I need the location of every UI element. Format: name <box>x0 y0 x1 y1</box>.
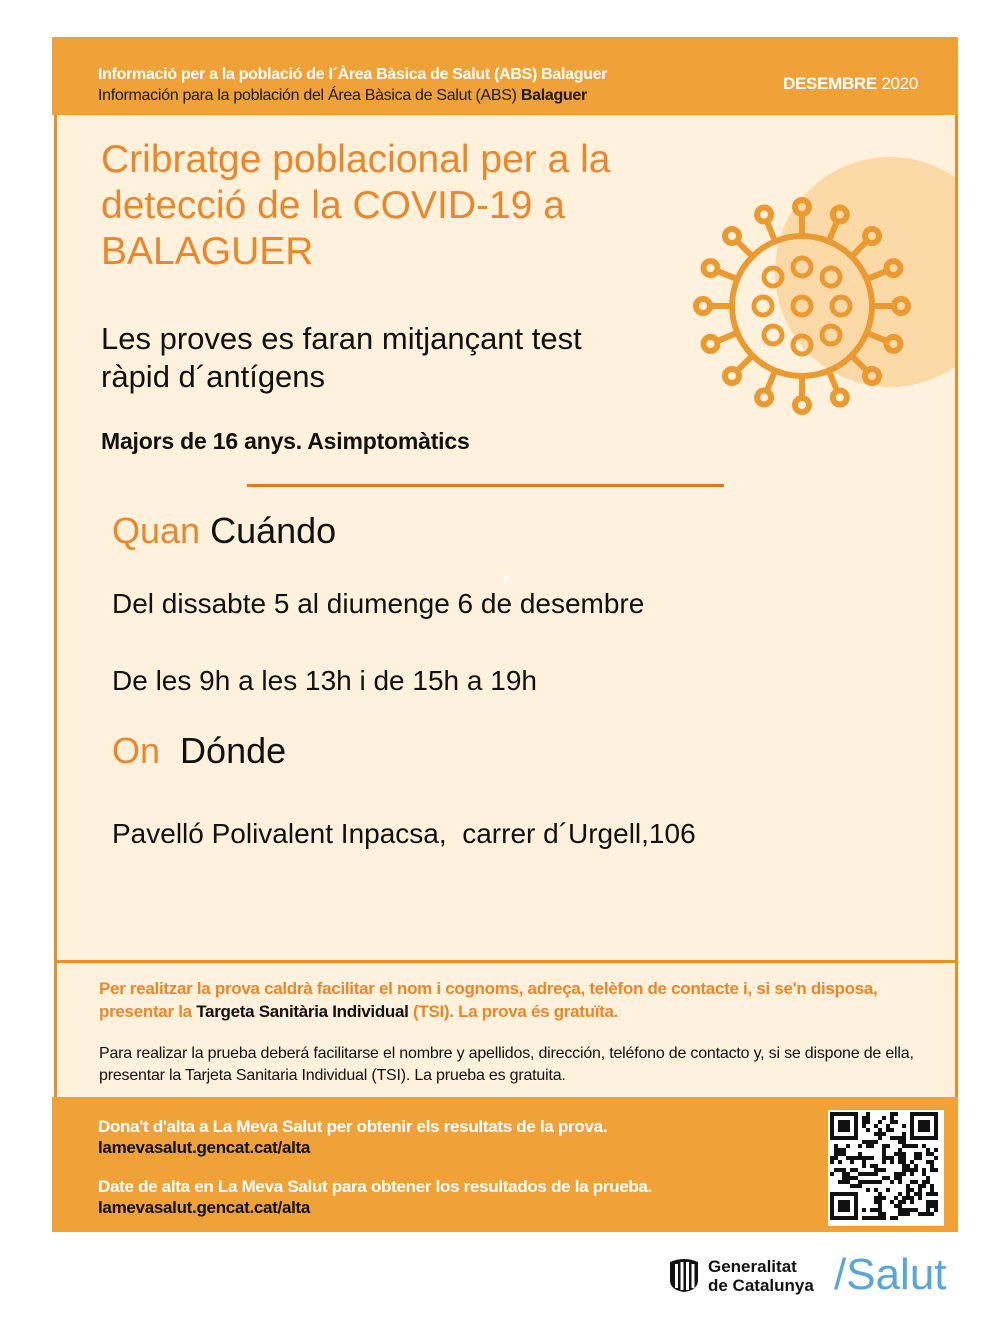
header-line-ca: Informació per a la població de l´Àrea Bàsica de Salut (ABS) Balaguer <box>98 66 608 83</box>
page-title <box>101 137 701 275</box>
hours-text: De les 9h a les 13h i de 15h a 19h <box>112 665 537 696</box>
generalitat-emblem-icon <box>668 1258 700 1292</box>
info-panel <box>54 960 958 1100</box>
title-line-3: BALAGUER <box>101 230 314 273</box>
location-text <box>112 818 696 850</box>
info-ca-part2: (TSI). La prova és gratuïta. <box>413 1002 619 1021</box>
signup-text-ca: Dona't d'alta a La Meva Salut per obtenir els resultats de la prova. <box>98 1117 608 1136</box>
qr-code-icon[interactable] <box>828 1110 944 1226</box>
poster <box>52 37 958 1232</box>
header-date <box>783 74 918 94</box>
header-date-month: DESEMBRE <box>782 74 877 93</box>
signup-text-es: Date de alta en La Meva Salut para obtener los resultados de la prueba. <box>98 1177 653 1196</box>
generalitat-line-2: de Catalunya <box>708 1276 814 1295</box>
divider <box>247 484 724 487</box>
subtitle <box>101 320 701 396</box>
venue-name: Pavelló Polivalent Inpacsa, <box>112 818 447 849</box>
when-heading-es: Cuándo <box>210 510 337 551</box>
target-population: Majors de 16 anys. Asimptomàtics <box>101 428 470 454</box>
where-heading-ca: On <box>112 730 161 771</box>
footer-logo <box>668 1250 968 1300</box>
header-bar <box>52 37 958 115</box>
when-heading-ca: Quan <box>112 510 201 551</box>
title-line-1: Cribratge poblacional per a la <box>101 138 611 181</box>
generalitat-line-1: Generalitat <box>708 1257 797 1276</box>
info-ca-part1: Per realitzar la prova caldrà facilitar el nom i cognoms, adreça, telèfon de contacte i, si se'n disposa, presentar la <box>99 979 878 1021</box>
where-heading <box>112 730 286 772</box>
signup-bar <box>52 1097 958 1232</box>
venue-address: carrer d´Urgell,106 <box>462 818 696 849</box>
header-line-es <box>98 87 587 105</box>
where-heading-es: Dónde <box>180 730 287 771</box>
when-heading <box>112 510 336 552</box>
info-text-es: Para realizar la prueba deberá facilitarse el nombre y apellidos, dirección, teléfono de contacto y, si se dispone de ella, presentar la Tarjeta Sanitaria Individual (TSI). La prueba es gratuita. <box>99 1045 914 1084</box>
coronavirus-icon <box>693 197 911 415</box>
salut-logo-text: /Salut <box>834 1250 947 1299</box>
stray-mark: K <box>503 571 512 586</box>
signup-link-es[interactable]: lamevasalut.gencat.cat/alta <box>98 1198 311 1217</box>
header-line-es-text: Información para la población del Área Bàsica de Salut (ABS) <box>98 87 517 104</box>
header-line-es-bold: Balaguer <box>520 87 587 104</box>
info-ca-tsi: Targeta Sanitària Individual <box>196 1002 409 1021</box>
dates-text: Del dissabte 5 al diumenge 6 de desembre <box>112 588 645 619</box>
info-text-ca <box>99 977 909 1023</box>
subtitle-line-1: Les proves es faran mitjançant test <box>101 321 582 356</box>
header-date-year: 2020 <box>881 74 918 93</box>
subtitle-line-2: ràpid d´antígens <box>101 359 326 394</box>
title-line-2: detecció de la COVID-19 a <box>101 184 565 227</box>
main-panel <box>54 115 958 963</box>
signup-link-ca[interactable]: lamevasalut.gencat.cat/alta <box>98 1138 311 1157</box>
generalitat-text <box>708 1257 814 1295</box>
